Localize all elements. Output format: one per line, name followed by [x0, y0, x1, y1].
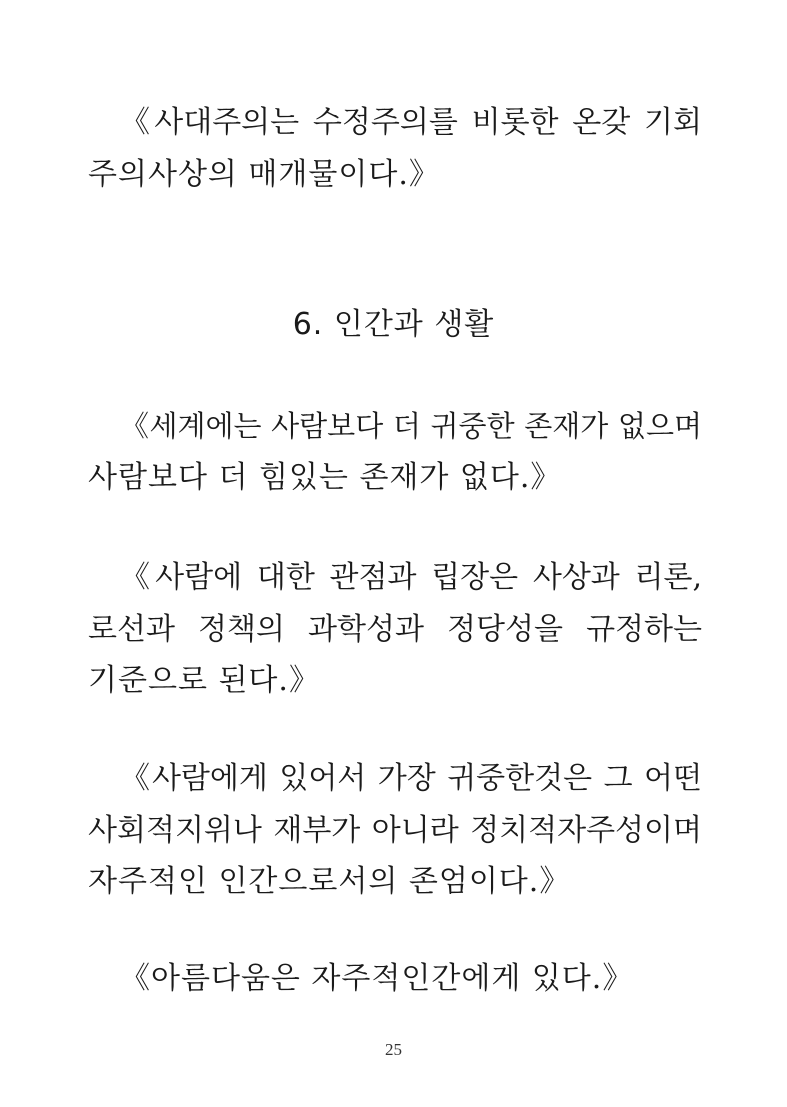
- quote-3-line-2: 로선과 정책의 과학성과 정당성을 규정하는: [88, 612, 702, 647]
- quote-3-line-1: 《사람에 대한 관점과 립장은 사상과 리론,: [120, 560, 702, 595]
- quote-1-line-2: 주의사상의 매개물이다.》: [88, 157, 440, 192]
- quote-4-line-2: 사회적지위나 재부가 아니라 정치적자주성이며: [88, 813, 702, 848]
- quote-3-line-3: 기준으로 된다.》: [88, 663, 320, 698]
- page-number: 25: [385, 1040, 402, 1059]
- section-heading: 6. 인간과 생활: [292, 307, 495, 342]
- quote-5-line-1: 《아름다움은 자주적인간에게 있다.》: [120, 961, 634, 996]
- quote-2-line-2: 사람보다 더 힘있는 존재가 없다.》: [88, 460, 562, 495]
- quote-2-line-1: 《세계에는 사람보다 더 귀중한 존재가 없으며: [120, 409, 702, 443]
- quote-4-line-1: 《사람에게 있어서 가장 귀중한것은 그 어떤: [120, 761, 702, 796]
- quote-1-line-1: 《사대주의는 수정주의를 비롯한 온갖 기회: [120, 105, 702, 140]
- quote-4-line-3: 자주적인 인간으로서의 존엄이다.》: [88, 864, 571, 899]
